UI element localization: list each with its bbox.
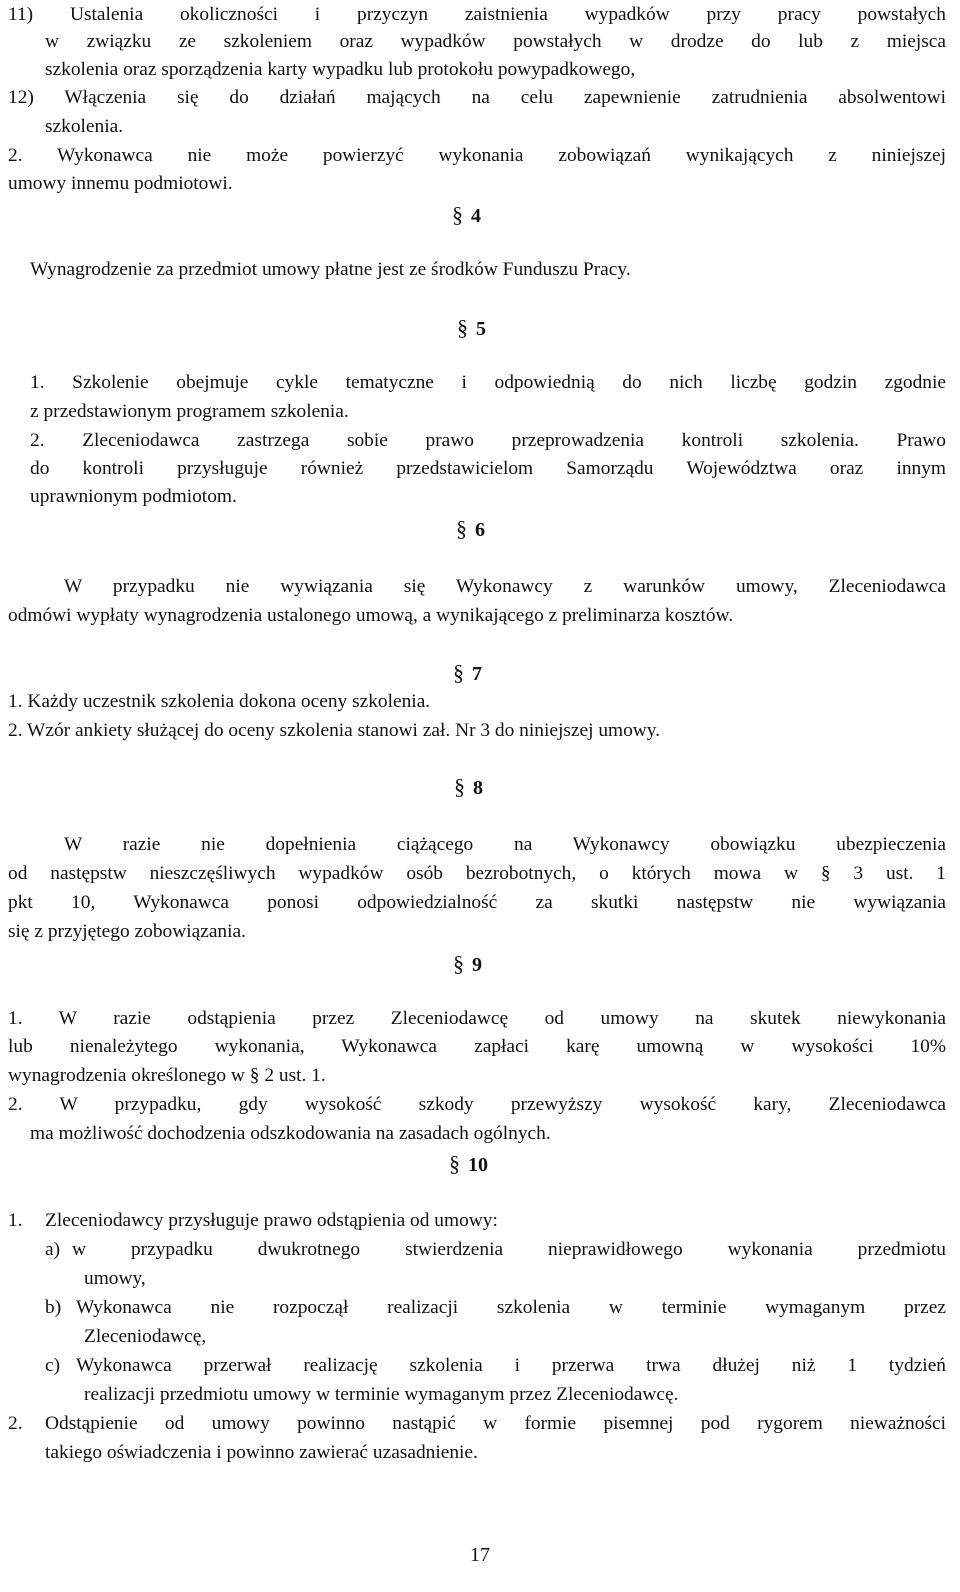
s3-item-11-line-3: szkolenia oraz sporządzenia karty wypadku lub protokołu powypadkowego, (45, 59, 636, 80)
s5-point-2-line-3: uprawnionym podmiotom. (30, 486, 237, 507)
s4-paragraph: Wynagrodzenie za przedmiot umowy płatne jest ze środków Funduszu Pracy. (30, 259, 631, 280)
section-number: 4 (471, 205, 481, 227)
s10-item-a-line-2: umowy, (84, 1268, 146, 1289)
s8-line-2-text: od następstw nieszczęśliwych wypadków osób bezrobotnych, o których mowa w (8, 863, 798, 884)
s10-item-c-line-1: Wykonawca przerwał realizację szkolenia i przerwa trwa dłużej niż 1 tydzień (76, 1355, 946, 1376)
section-symbol: § (452, 202, 463, 227)
s10-point-1-number: 1. (8, 1210, 23, 1231)
s10-item-a-line-1: w przypadku dwukrotnego stwierdzenia nieprawidłowego wykonania przedmiotu (72, 1239, 946, 1260)
section-heading-9 (453, 948, 482, 980)
s10-item-b-line-1: Wykonawca nie rozpoczął realizacji szkolenia w terminie wymaganym przez (76, 1297, 946, 1318)
s3-point-2-line-2: umowy innemu podmiotowi. (8, 173, 233, 194)
s8-line-2-reference: 3 ust. 1 (853, 863, 946, 884)
section-heading-8 (454, 771, 483, 803)
s5-point-1-line-2: z przedstawionym programem szkolenia. (30, 401, 349, 422)
section-symbol: § (249, 1065, 260, 1086)
s8-paragraph-line-4: się z przyjętego zobowiązania. (8, 921, 246, 942)
s3-point-2-line-1: 2. Wykonawca nie może powierzyć wykonania zobowiązań wynikających z niniejszej (8, 145, 946, 166)
section-number: 8 (473, 777, 483, 799)
s3-item-11-line-1: 11) Ustalenia okoliczności i przyczyn zaistnienia wypadków przy pracy powstałych (8, 4, 946, 25)
s10-point-2-line-1: Odstąpienie od umowy powinno nastąpić w formie pisemnej pod rygorem nieważności (45, 1413, 946, 1434)
section-number: 6 (475, 519, 485, 541)
s10-point-1-text: Zleceniodawcy przysługuje prawo odstąpienia od umowy: (45, 1210, 498, 1231)
s8-paragraph-line-3: pkt 10, Wykonawca ponosi odpowiedzialność za skutki następstw nie wywiązania (8, 892, 946, 913)
s8-paragraph-line-1: W razie nie dopełnienia ciążącego na Wykonawcy obowiązku ubezpieczenia (64, 834, 946, 855)
section-heading-5 (457, 312, 486, 344)
s10-point-2-number: 2. (8, 1413, 23, 1434)
s8-paragraph-line-2 (8, 859, 946, 888)
s10-item-b-line-2: Zleceniodawcę, (84, 1326, 207, 1347)
section-number: 10 (468, 1154, 488, 1176)
section-number: 5 (476, 318, 486, 340)
s10-point-2-line-2: takiego oświadczenia i powinno zawierać uzasadnienie. (45, 1442, 478, 1463)
s10-item-c-line-2: realizacji przedmiotu umowy w terminie wymaganym przez Zleceniodawcę. (84, 1384, 679, 1405)
s6-paragraph-line-1: W przypadku nie wywiązania się Wykonawcy z warunków umowy, Zleceniodawca (64, 576, 946, 597)
section-symbol: § (456, 516, 467, 541)
s3-item-12-line-1: 12) Włączenia się do działań mających na celu zapewnienie zatrudnienia absolwentowi (8, 87, 946, 108)
section-symbol: § (457, 315, 468, 340)
s3-item-12-line-2: szkolenia. (45, 116, 124, 137)
s9-point-1-line-3 (8, 1061, 946, 1090)
page-number: 17 (470, 1544, 490, 1566)
s10-item-a-label: a) (45, 1239, 61, 1260)
s7-point-1: 1. Każdy uczestnik szkolenia dokona oceny szkolenia. (8, 691, 431, 712)
s10-item-c-label: c) (45, 1355, 61, 1376)
s9-line-3-reference: 2 ust. 1. (264, 1065, 326, 1086)
s9-point-1-line-1: 1. W razie odstąpienia przez Zleceniodawcę od umowy na skutek niewykonania (8, 1008, 946, 1029)
s5-point-2-line-2: do kontroli przysługuje również przedstawicielom Samorządu Województwa oraz innym (30, 458, 946, 479)
s3-item-11-line-2: w związku ze szkoleniem oraz wypadków powstałych w drodze do lub z miejsca (45, 31, 946, 52)
section-symbol: § (453, 660, 464, 685)
s10-item-b-label: b) (45, 1297, 62, 1318)
s7-point-2: 2. Wzór ankiety służącej do oceny szkolenia stanowi zał. Nr 3 do niniejszej umowy. (8, 720, 661, 741)
s5-point-2-line-1: 2. Zleceniodawca zastrzega sobie prawo przeprowadzenia kontroli szkolenia. Prawo (30, 430, 946, 451)
s5-point-1-line-1: 1. Szkolenie obejmuje cykle tematyczne i odpowiednią do nich liczbę godzin zgodnie (30, 372, 946, 393)
section-heading-7 (453, 657, 482, 689)
section-number: 7 (472, 663, 482, 685)
section-symbol: § (454, 774, 465, 799)
section-symbol: § (820, 863, 831, 884)
s6-paragraph-line-2: odmówi wypłaty wynagrodzenia ustalonego umową, a wynikającego z preliminarza kosztów. (8, 605, 734, 626)
section-heading-10 (449, 1148, 488, 1180)
section-heading-6 (456, 513, 485, 545)
section-symbol: § (449, 1151, 460, 1176)
section-heading-4 (452, 199, 481, 231)
s9-point-1-line-2: lub nienależytego wykonania, Wykonawca zapłaci karę umowną w wysokości 10% (8, 1036, 946, 1057)
s9-point-2-line-2: ma możliwość dochodzenia odszkodowania na zasadach ogólnych. (30, 1123, 551, 1144)
section-number: 9 (472, 954, 482, 976)
s9-line-3-text: wynagrodzenia określonego w (8, 1065, 245, 1086)
section-symbol: § (453, 951, 464, 976)
s9-point-2-line-1: 2. W przypadku, gdy wysokość szkody przewyższy wysokość kary, Zleceniodawca (8, 1094, 946, 1115)
